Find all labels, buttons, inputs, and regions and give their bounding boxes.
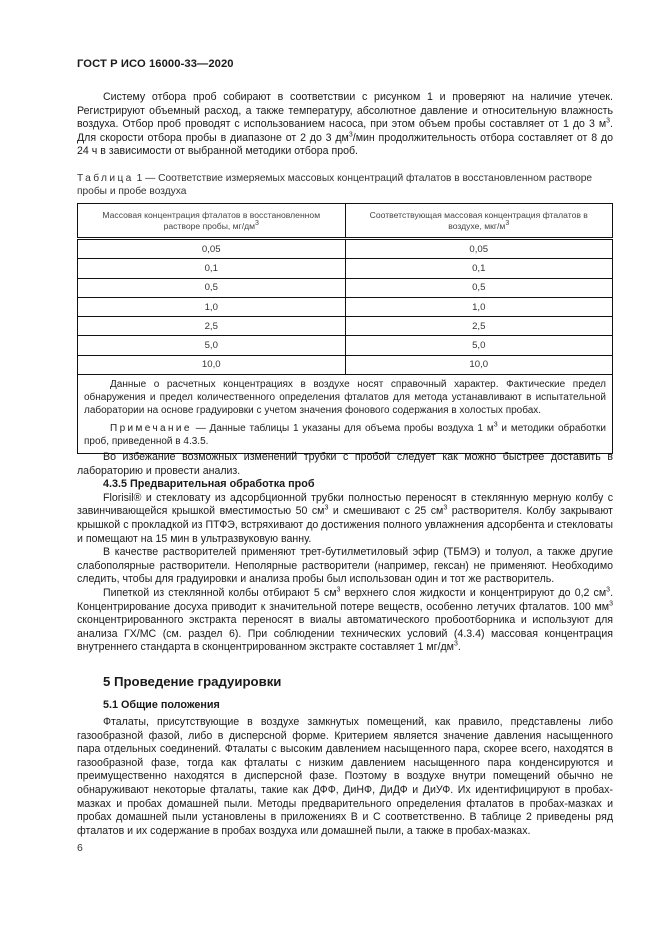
table-cell: 2,5 bbox=[78, 317, 346, 336]
table-cell: 0,05 bbox=[78, 239, 346, 259]
column-header-solution: Массовая концентрация фталатов в восстановленном растворе пробы, $мг/дм^3$ bbox=[78, 204, 346, 239]
paragraph: В качестве растворителей применяют трет-бутилметиловый эфир (ТБМЭ) и толуол, а также другие слабополярные растворители. Неполярные растворители (например, гексан) не применяют. Необходимо следить, чтобы для градуировки и анализа пробы был использован один и тот же растворитель. bbox=[77, 546, 613, 586]
table-cell: 0,5 bbox=[78, 278, 346, 297]
concentration-table bbox=[77, 203, 613, 454]
paragraph: Фталаты, присутствующие в воздухе замкнутых помещений, как правило, представлены либо газообразной фазой, либо в дисперсной форме. Критерием является значение давления насыщенного пара отдельных соединений. Фталаты с высоким давлением насыщенного пара, скорее всего, находятся в газообразной фазе, тогда как фталаты с низким давлением насыщенного пара конденсируются и преимущественно находятся в дисперсной фазе. Поэтому в воздухе внутри помещений обычно не обнаруживают некоторые фталаты, такие как ДФФ, ДиНФ, ДиДФ и ДиУФ. Их идентифицируют в пробах-мазках и пробах домашней пыли. Методы предварительного определения фталатов в пробах-мазках и пробах домашней пыли установлены в приложениях В и С соответственно. В таблице 2 приведены ряд фталатов и их содержание в пробах воздуха или домашней пыли, а также в пробах-мазках. bbox=[77, 716, 613, 837]
table-row bbox=[78, 239, 613, 259]
table-row bbox=[78, 278, 613, 297]
table-footnote: Данные о расчетных концентрациях в воздухе носят справочный характер. Фактические предел обнаружения и предел количественного определения фталатов для метода устанавливают в испытательной лаборатории на основе градуировки с учетом значения фонового содержания в холостых пробах. bbox=[84, 379, 606, 417]
table-row bbox=[78, 259, 613, 278]
table-cell: 1,0 bbox=[78, 297, 346, 316]
section-4-3-5-heading: 4.3.5 Предварительная обработка проб bbox=[103, 478, 315, 491]
table-cell: 0,1 bbox=[78, 259, 346, 278]
table-note: Примечание — Данные таблицы 1 указаны для объема пробы воздуха 1 $м^3$ и методики обработки проб, приведенной в 4.3.5. bbox=[84, 421, 606, 447]
section-5-1-body bbox=[77, 716, 613, 838]
paragraph: Пипеткой из стеклянной колбы отбирают 5 $см^3$ верхнего слоя жидкости и концентрируют до 0,2 $см^3$. Концентрирование досуха приводит к значительной потере веществ, особенно летучих фталатов. 100 $мм^3$ сконцентрированного экстракта переносят в виалы автоматического пробоотборника и используют для анализа ГХ/МС (см. раздел 6). При соблюдении технических условий (4.3.4) массовая концентрация внутреннего стандарта в сконцентрированном экстракте составляет 1 $мг/дм^3$. bbox=[77, 586, 614, 654]
section-4-3-5-block bbox=[77, 451, 613, 655]
table-cell: 10,0 bbox=[78, 355, 346, 374]
intro-paragraph: Систему отбора проб собирают в соответствии с рисунком 1 и проверяют на наличие утечек. Регистрируют объемный расход, а также температуру, абсолютное давление и относительную влажность воздуха. Отбор проб проводят с использованием насоса, при этом объем пробы составляет от 1 до 3 $м^3$. Для скорости отбора пробы в диапазоне от 2 до 3 $дм^3$/мин продолжительность отбора составляет от 8 до 24 ч в зависимости от выбранной методики отбора проб. bbox=[77, 91, 613, 158]
table-cell: 2,5 bbox=[345, 317, 613, 336]
table-footnote-row bbox=[78, 375, 613, 454]
table-row bbox=[78, 297, 613, 316]
table-row bbox=[78, 317, 613, 336]
table-cell: 5,0 bbox=[345, 336, 613, 355]
table-cell: 5,0 bbox=[78, 336, 346, 355]
table-row bbox=[78, 336, 613, 355]
document-id-header: ГОСТ Р ИСО 16000-33—2020 bbox=[77, 58, 234, 70]
table-row bbox=[78, 355, 613, 374]
table-cell: 0,5 bbox=[345, 278, 613, 297]
delivery-paragraph: Во избежание возможных изменений трубки с пробой следует как можно быстрее доставить в лабораторию и провести анализ. bbox=[77, 451, 613, 477]
column-header-air: Соответствующая массовая концентрация фталатов в воздухе, мкг/$м^3$ bbox=[345, 204, 613, 239]
table-caption bbox=[77, 172, 613, 199]
table-cell: 0,1 bbox=[345, 259, 613, 278]
section-5-heading: 5 Проведение градуировки bbox=[103, 674, 282, 689]
paragraph: Florisil® и стекловату из адсорбционной трубки полностью переносят в стеклянную мерную колбу с завинчивающейся крышкой вместимостью 50 $см^3$ и смешивают с 25 $см^3$ растворителя. Колбу закрывают крышкой с прокладкой из ПТФЭ, встряхивают до достижения полного увлажнения адсорбента и стекловаты и помещают на 15 мин в ультразвуковую ванну. bbox=[77, 491, 614, 545]
note-label: Примечание bbox=[110, 422, 192, 434]
table-cell: 0,05 bbox=[345, 239, 613, 259]
table-caption-text: — Соответствие измеряемых массовых концентраций фталатов в восстановленном растворе пробы и пробе воздуха bbox=[77, 173, 593, 198]
page-number: 6 bbox=[77, 843, 83, 854]
table-cell: 10,0 bbox=[345, 355, 613, 374]
section-5-1-heading: 5.1 Общие положения bbox=[103, 699, 220, 711]
table-cell: 1,0 bbox=[345, 297, 613, 316]
table-caption-number: 1 bbox=[136, 173, 143, 184]
table-caption-label: Таблица bbox=[77, 173, 134, 184]
table-footnote-cell bbox=[78, 375, 613, 454]
table-header-row bbox=[78, 204, 613, 239]
